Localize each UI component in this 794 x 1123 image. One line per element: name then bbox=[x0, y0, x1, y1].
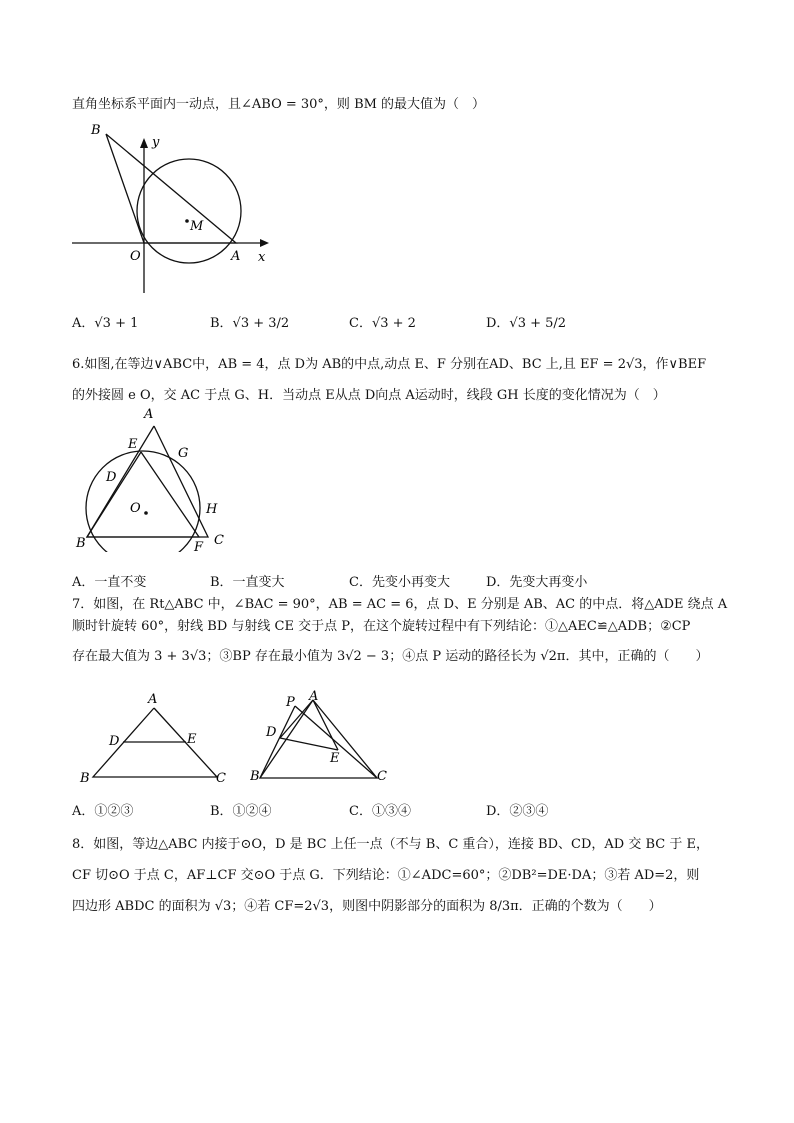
q5-label-x: x bbox=[258, 250, 266, 265]
q7-option-d[interactable]: D．②③④ bbox=[486, 804, 549, 819]
q6-label-O: O bbox=[130, 501, 141, 516]
q6-option-a[interactable]: A．一直不变 bbox=[72, 575, 147, 590]
q5-label-A: A bbox=[231, 249, 241, 264]
q7-fig2-label-P: P bbox=[286, 695, 295, 710]
q6-option-c[interactable]: C．先变小再变大 bbox=[349, 575, 450, 590]
q6-option-d[interactable]: D．先变大再变小 bbox=[486, 575, 588, 590]
q6-line1: 6.如图,在等边∨ABC中，AB = 4，点 D为 AB的中点,动点 E、F 分别在AD、BC 上,且 EF = 2√3，作∨BEF bbox=[72, 357, 707, 372]
q6-label-C: C bbox=[214, 533, 224, 548]
q5-label-M: M bbox=[190, 219, 204, 234]
q5-stem: 直角坐标系平面内一动点，且∠ABO = 30°，则 BM 的最大值为（ ） bbox=[72, 97, 486, 112]
q7-line2: 顺时针旋转 60°，射线 BD 与射线 CE 交于点 P，在这个旋转过程中有下列结论：①△AEC≌△ADB；②CP bbox=[72, 619, 691, 634]
q6-label-B: B bbox=[76, 536, 86, 551]
q7-line3: 存在最大值为 3 + 3√3；③BP 存在最小值为 3√2 − 3；④点 P 运动的路径长为 √2π．其中，正确的（ ） bbox=[72, 649, 709, 664]
q7-option-a[interactable]: A．①②③ bbox=[72, 804, 134, 819]
q5-option-d[interactable]: D．√3 + 5/2 bbox=[486, 316, 567, 331]
q7-figure-2 bbox=[250, 684, 400, 788]
q5-label-O: O bbox=[130, 249, 141, 264]
q6-label-H: H bbox=[206, 502, 218, 517]
q7-fig2-label-B: B bbox=[250, 769, 260, 784]
q7-fig2-label-D: D bbox=[266, 725, 277, 740]
q6-label-G: G bbox=[178, 446, 189, 461]
q6-option-b[interactable]: B．一直变大 bbox=[210, 575, 285, 590]
q6-line2: 的外接圆 e O，交 AC 于点 G、H．当动点 E从点 D向点 A运动时，线段 GH 长度的变化情况为（ ） bbox=[72, 388, 666, 403]
q7-figure-1 bbox=[76, 688, 236, 788]
q6-label-F: F bbox=[194, 540, 204, 552]
q6-label-E: E bbox=[128, 437, 138, 452]
q7-line1: 7．如图，在 Rt△ABC 中，∠BAC = 90°，AB = AC = 6，点 D、E 分别是 AB、AC 的中点．将△ADE 绕点 A bbox=[72, 597, 728, 612]
q5-option-a[interactable]: A．√3 + 1 bbox=[72, 316, 139, 331]
q5-option-c[interactable]: C．√3 + 2 bbox=[349, 316, 416, 331]
q8-line2: CF 切⊙O 于点 C，AF⊥CF 交⊙O 于点 G．下列结论：①∠ADC=60°；②DB²=DE·DA；③若 AD=2，则 bbox=[72, 868, 700, 883]
q6-label-D: D bbox=[106, 470, 117, 485]
q7-fig1-label-B: B bbox=[80, 771, 90, 786]
q7-fig1-label-D: D bbox=[109, 734, 120, 749]
q6-figure bbox=[72, 404, 242, 552]
q7-option-b[interactable]: B．①②④ bbox=[210, 804, 272, 819]
q8-line1: 8．如图，等边△ABC 内接于⊙O，D 是 BC 上任一点（不与 B、C 重合），连接 BD、CD，AD 交 BC 于 E， bbox=[72, 837, 709, 852]
q7-fig2-label-A: A bbox=[309, 689, 319, 704]
q5-label-B: B bbox=[91, 123, 101, 138]
q7-fig1-label-A: A bbox=[148, 692, 158, 707]
q7-option-c[interactable]: C．①③④ bbox=[349, 804, 411, 819]
q8-line3: 四边形 ABDC 的面积为 √3；④若 CF=2√3，则图中阴影部分的面积为 8/3π．正确的个数为（ ） bbox=[72, 899, 662, 914]
q5-label-y: y bbox=[152, 135, 160, 150]
q7-fig2-label-E: E bbox=[330, 751, 340, 766]
q6-label-A: A bbox=[144, 407, 154, 422]
q5-option-b[interactable]: B．√3 + 3/2 bbox=[210, 316, 290, 331]
q5-figure bbox=[66, 118, 286, 298]
q7-fig2-label-C: C bbox=[377, 769, 387, 784]
q7-fig1-label-E: E bbox=[187, 732, 197, 747]
q7-fig1-label-C: C bbox=[216, 771, 226, 786]
